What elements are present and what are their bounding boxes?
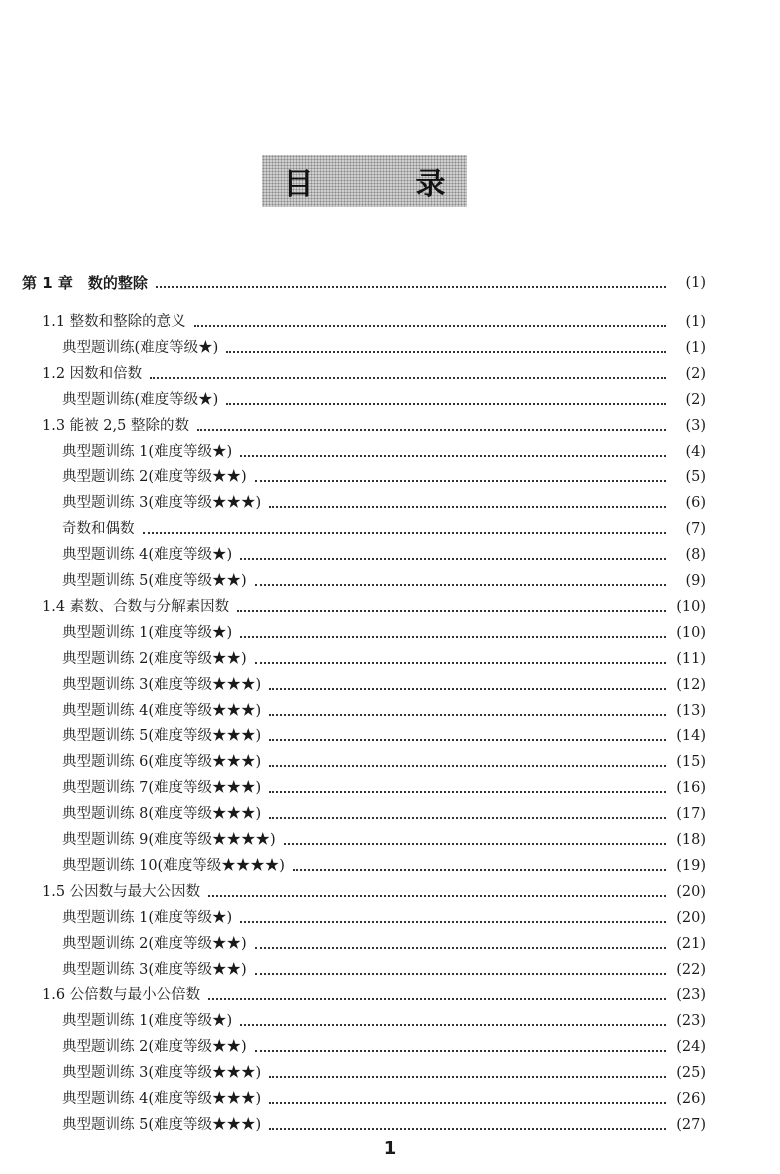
toc-entry-sub[interactable] bbox=[62, 959, 706, 981]
toc-entry-sub[interactable] bbox=[62, 933, 706, 955]
toc-entry-sub[interactable] bbox=[62, 518, 706, 540]
dot-leader bbox=[269, 765, 666, 767]
toc-entry-page: (6) bbox=[685, 495, 706, 512]
dot-leader bbox=[240, 921, 666, 923]
toc-entry-page: (20) bbox=[676, 909, 706, 926]
toc-entry-title: 1.3 能被 2,5 整除的数 bbox=[42, 417, 189, 434]
dot-leader bbox=[293, 869, 666, 871]
dot-leader bbox=[269, 1076, 666, 1078]
toc-entry-sub[interactable] bbox=[62, 725, 706, 747]
dot-leader bbox=[156, 286, 666, 288]
toc-entry-sub[interactable] bbox=[62, 777, 706, 799]
toc-entry-title: 典型题训练 8(难度等级★★★) bbox=[62, 806, 262, 823]
toc-entry-page: (23) bbox=[676, 987, 706, 1004]
toc-entry-title: 典型题训练(难度等级★) bbox=[62, 339, 219, 356]
toc-entry-page: (21) bbox=[676, 935, 706, 952]
dot-leader bbox=[226, 351, 666, 353]
toc-entry-page: (1) bbox=[685, 339, 706, 356]
dot-leader bbox=[143, 532, 667, 534]
dot-leader bbox=[269, 1128, 666, 1130]
toc-entry-page: (19) bbox=[676, 857, 706, 874]
toc-entry-page: (7) bbox=[685, 521, 706, 538]
toc-entry-page: (4) bbox=[685, 443, 706, 460]
dot-leader bbox=[255, 480, 666, 482]
dot-leader bbox=[255, 584, 666, 586]
toc-entry-sub[interactable] bbox=[62, 855, 706, 877]
toc-entry-title: 典型题训练 5(难度等级★★★) bbox=[62, 728, 262, 745]
toc-entry-section[interactable] bbox=[42, 363, 706, 385]
toc-entry-sub[interactable] bbox=[62, 700, 706, 722]
toc-entry-sub[interactable] bbox=[62, 648, 706, 670]
toc-entry-chapter[interactable] bbox=[22, 272, 706, 294]
toc-entry-page: (27) bbox=[676, 1116, 706, 1133]
dot-leader bbox=[194, 325, 666, 327]
dot-leader bbox=[284, 843, 666, 845]
dot-leader bbox=[240, 1024, 666, 1026]
toc-entry-title: 典型题训练(难度等级★) bbox=[62, 391, 219, 408]
dot-leader bbox=[240, 558, 666, 560]
toc-entry-page: (1) bbox=[685, 275, 706, 291]
dot-leader bbox=[237, 610, 666, 612]
toc-entry-sub[interactable] bbox=[62, 1036, 706, 1058]
toc-entry-title: 典型题训练 3(难度等级★★★) bbox=[62, 495, 262, 512]
toc-entry-title: 典型题训练 2(难度等级★★) bbox=[62, 650, 247, 667]
toc-entry-page: (23) bbox=[676, 1013, 706, 1030]
toc-entry-sub[interactable] bbox=[62, 337, 706, 359]
toc-entry-section[interactable] bbox=[42, 311, 706, 333]
toc-entry-title: 典型题训练 1(难度等级★) bbox=[62, 1013, 233, 1030]
dot-leader bbox=[255, 1050, 666, 1052]
toc-entry-section[interactable] bbox=[42, 415, 706, 437]
toc-entry-page: (25) bbox=[676, 1065, 706, 1082]
toc-entry-title: 典型题训练 4(难度等级★★★) bbox=[62, 1091, 262, 1107]
toc-entry-title: 典型题训练 5(难度等级★★) bbox=[62, 573, 247, 589]
dot-leader bbox=[269, 714, 666, 716]
toc-entry-sub[interactable] bbox=[62, 570, 706, 592]
toc-entry-title: 典型题训练 5(难度等级★★★) bbox=[62, 1116, 262, 1133]
toc-entry-title: 1.4 素数、合数与分解素因数 bbox=[42, 598, 230, 615]
toc-entry-title: 典型题训练 6(难度等级★★★) bbox=[62, 754, 262, 771]
dot-leader bbox=[240, 455, 666, 457]
dot-leader bbox=[240, 636, 666, 638]
toc-entry-title: 1.6 公倍数与最小公倍数 bbox=[42, 987, 201, 1004]
dot-leader bbox=[269, 506, 666, 508]
toc-entry-title: 典型题训练 1(难度等级★) bbox=[62, 909, 233, 926]
toc-entry-page: (16) bbox=[676, 780, 706, 797]
toc-entry-sub[interactable] bbox=[62, 803, 706, 825]
toc-entry-sub[interactable] bbox=[62, 829, 706, 851]
toc-entry-page: (1) bbox=[685, 314, 706, 330]
toc-title: 目 录 bbox=[283, 167, 482, 202]
toc-entry-page: (12) bbox=[676, 676, 706, 693]
toc-entry-title: 典型题训练 1(难度等级★) bbox=[62, 624, 233, 641]
toc-entry-title: 1.5 公因数与最大公因数 bbox=[42, 883, 201, 900]
toc-entry-sub[interactable] bbox=[62, 492, 706, 514]
toc-entry-sub[interactable] bbox=[62, 751, 706, 773]
toc-entry-title: 典型题训练 3(难度等级★★) bbox=[62, 961, 247, 978]
toc-entry-page: (10) bbox=[676, 598, 706, 615]
toc-entry-page: (8) bbox=[685, 547, 706, 564]
dot-leader bbox=[208, 895, 666, 897]
toc-entry-title: 第 1 章 数的整除 bbox=[22, 274, 148, 292]
dot-leader bbox=[269, 739, 666, 741]
toc-entry-title: 典型题训练 3(难度等级★★★) bbox=[62, 676, 262, 693]
toc-entry-sub[interactable] bbox=[62, 622, 706, 644]
dot-leader bbox=[226, 403, 666, 405]
toc-entry-title: 典型题训练 4(难度等级★) bbox=[62, 547, 233, 564]
toc-entry-page: (17) bbox=[676, 806, 706, 823]
toc-entry-page: (10) bbox=[676, 624, 706, 641]
toc-entry-section[interactable] bbox=[42, 881, 706, 903]
toc-entry-title: 典型题训练 2(难度等级★★) bbox=[62, 469, 247, 486]
toc-entry-page: (3) bbox=[685, 417, 706, 434]
dot-leader bbox=[208, 998, 666, 1000]
toc-entry-sub[interactable] bbox=[62, 466, 706, 488]
toc-entry-page: (18) bbox=[676, 832, 706, 848]
toc-entry-title: 典型题训练 7(难度等级★★★) bbox=[62, 780, 262, 797]
toc-entry-title: 典型题训练 3(难度等级★★★) bbox=[62, 1065, 262, 1082]
toc-entry-sub[interactable] bbox=[62, 1088, 706, 1110]
dot-leader bbox=[269, 791, 666, 793]
toc-entry-section[interactable] bbox=[42, 596, 706, 618]
toc-entry-sub[interactable] bbox=[62, 441, 706, 463]
toc-entry-title: 典型题训练 4(难度等级★★★) bbox=[62, 702, 262, 719]
toc-entry-page: (20) bbox=[676, 883, 706, 900]
dot-leader bbox=[255, 662, 666, 664]
toc-entry-title: 典型题训练 2(难度等级★★) bbox=[62, 1039, 247, 1056]
dot-leader bbox=[269, 817, 666, 819]
toc-entry-page: (5) bbox=[685, 469, 706, 486]
toc-entry-sub[interactable] bbox=[62, 389, 706, 411]
toc-entry-sub[interactable] bbox=[62, 1062, 706, 1084]
page-number: 1 bbox=[383, 1138, 397, 1159]
dot-leader bbox=[269, 688, 666, 690]
dot-leader bbox=[255, 947, 666, 949]
toc-entry-page: (13) bbox=[676, 702, 706, 719]
toc-entry-page: (2) bbox=[685, 365, 706, 382]
toc-entry-title: 1.1 整数和整除的意义 bbox=[42, 314, 186, 330]
toc-entry-page: (24) bbox=[676, 1039, 706, 1056]
toc-entry-sub[interactable] bbox=[62, 674, 706, 696]
toc-entry-title: 典型题训练 1(难度等级★) bbox=[62, 443, 233, 460]
toc-entry-sub[interactable] bbox=[62, 1114, 706, 1136]
toc-entry-page: (22) bbox=[676, 961, 706, 978]
toc-entry-page: (11) bbox=[676, 650, 706, 667]
toc-entry-sub[interactable] bbox=[62, 544, 706, 566]
dot-leader bbox=[269, 1102, 666, 1104]
toc-entry-page: (9) bbox=[685, 573, 706, 589]
dot-leader bbox=[255, 973, 666, 975]
toc-entry-title: 典型题训练 10(难度等级★★★★) bbox=[62, 857, 285, 874]
toc-entry-page: (14) bbox=[676, 728, 706, 745]
toc-entry-section[interactable] bbox=[42, 984, 706, 1006]
toc-entry-sub[interactable] bbox=[62, 907, 706, 929]
toc-entry-page: (2) bbox=[685, 391, 706, 408]
toc-entry-page: (15) bbox=[676, 754, 706, 771]
toc-entry-sub[interactable] bbox=[62, 1010, 706, 1032]
dot-leader bbox=[197, 429, 666, 431]
toc-entry-title: 典型题训练 2(难度等级★★) bbox=[62, 935, 247, 952]
toc-entry-page: (26) bbox=[676, 1091, 706, 1107]
toc-entry-title: 奇数和偶数 bbox=[62, 521, 135, 538]
toc-entry-title: 1.2 因数和倍数 bbox=[42, 365, 143, 382]
toc-entry-title: 典型题训练 9(难度等级★★★★) bbox=[62, 832, 276, 848]
dot-leader bbox=[150, 377, 666, 379]
